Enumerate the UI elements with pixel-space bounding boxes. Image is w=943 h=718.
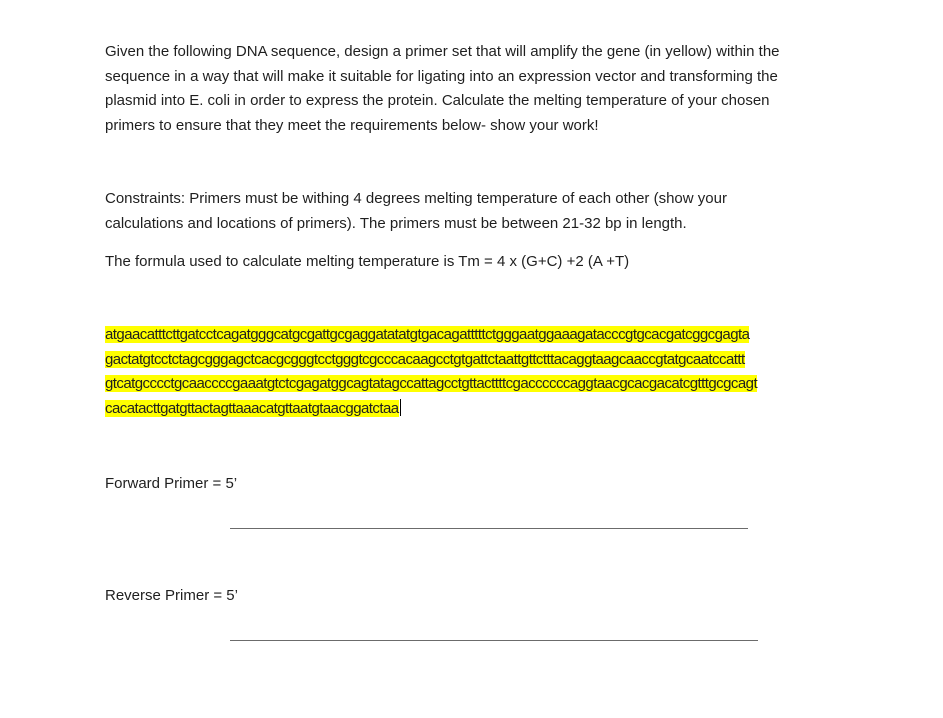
constraints-line: Constraints: Primers must be withing 4 degrees melting temperature of each other (show your: [105, 190, 727, 207]
sequence-line: [105, 348, 757, 373]
reverse-primer-label: Reverse Primer = 5’: [105, 587, 238, 604]
constraints-paragraph: [105, 187, 727, 236]
sequence-text: cacatacttgatgttactagttaaacatgttaatgtaacggatctaa: [105, 399, 399, 417]
formula-paragraph: [105, 250, 629, 275]
sequence-text: gactatgtcctctagcgggagctcacgcgggtcctgggtcgcccacaagcctgtgattctaattgttctttacaggtaagcaaccgtatgcaatccattt: [105, 350, 745, 368]
constraints-line: calculations and locations of primers). The primers must be between 21-32 bp in length.: [105, 214, 687, 232]
sequence-line: [105, 323, 757, 348]
sequence-text: atgaacatttcttgatcctcagatgggcatgcgattgcgaggatatatgtgacagatttttctgggaatggaaagatacccgtgcacgatcggcgagta: [105, 326, 750, 343]
intro-line: plasmid into E. coli in order to express the protein. Calculate the melting temperature of your chosen: [105, 92, 770, 109]
dna-sequence[interactable]: [105, 323, 757, 421]
text-cursor: [400, 399, 401, 416]
intro-line: sequence in a way that will make it suitable for ligating into an expression vector and transforming the: [105, 67, 778, 85]
forward-primer-label: Forward Primer = 5’: [105, 475, 238, 492]
formula-text: The formula used to calculate melting temperature is Tm = 4 x (G+C) +2 (A +T): [105, 253, 630, 270]
forward-primer-answer-line[interactable]: [230, 528, 748, 529]
intro-paragraph: [105, 40, 780, 138]
sequence-line: [105, 397, 757, 422]
sequence-text: gtcatgcccctgcaaccccgaaatgtctcgagatggcagtatagccattagcctgttacttttcgaccccccaggtaacgcacgacatcgtttgcgcagt: [105, 375, 758, 392]
sequence-line: [105, 372, 757, 397]
intro-line: primers to ensure that they meet the requirements below- show your work!: [105, 116, 599, 134]
reverse-primer-answer-line[interactable]: [230, 640, 758, 641]
intro-line: Given the following DNA sequence, design a primer set that will amplify the gene (in yellow) within the: [105, 43, 780, 60]
